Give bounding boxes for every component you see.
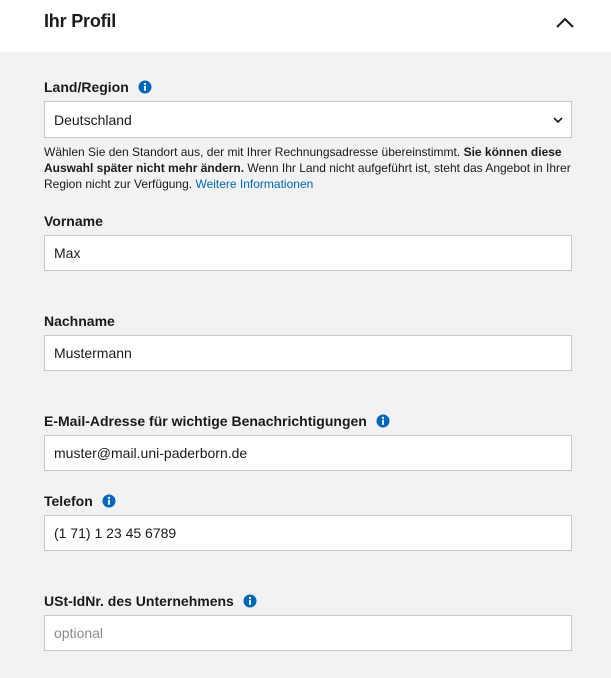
country-select[interactable] [44,101,572,138]
more-info-link[interactable]: Weitere Informationen [195,177,314,191]
country-help-text: Wählen Sie den Standort aus, der mit Ihrer Rechnungsadresse übereinstimmt. Sie können diese Auswahl später nicht mehr ändern. Wenn Ihr Land nicht aufgeführt ist, steht das Angebot in Ihrer Region nicht zur Verfügung. Weitere Informationen [44,145,571,191]
profile-header [0,0,611,52]
profile-title: Ihr Profil [44,11,117,31]
phone-label-row [44,493,116,509]
info-icon[interactable] [376,414,390,428]
country-label: Land/Region [44,79,129,95]
chevron-up-icon [550,8,580,38]
last-name-field[interactable] [44,335,572,371]
phone-field[interactable] [44,515,572,551]
country-select-value: Deutschland [54,112,132,128]
first-name-field[interactable] [44,235,572,271]
collapse-button[interactable] [550,8,580,38]
first-name-label-row [44,213,103,229]
last-name-label-row [44,313,115,329]
vat-label-row [44,593,257,609]
email-label-row [44,413,390,429]
vat-id-field[interactable] [44,615,572,651]
info-icon[interactable] [243,594,257,608]
chevron-down-icon [552,115,564,125]
first-name-label: Vorname [44,213,103,229]
vat-label: USt-IdNr. des Unternehmens [44,593,234,609]
country-label-row [44,79,152,95]
last-name-label: Nachname [44,313,115,329]
email-label: E-Mail-Adresse für wichtige Benachrichtigungen [44,413,367,429]
info-icon[interactable] [138,80,152,94]
info-icon[interactable] [102,494,116,508]
phone-label: Telefon [44,493,93,509]
email-field[interactable] [44,435,572,471]
